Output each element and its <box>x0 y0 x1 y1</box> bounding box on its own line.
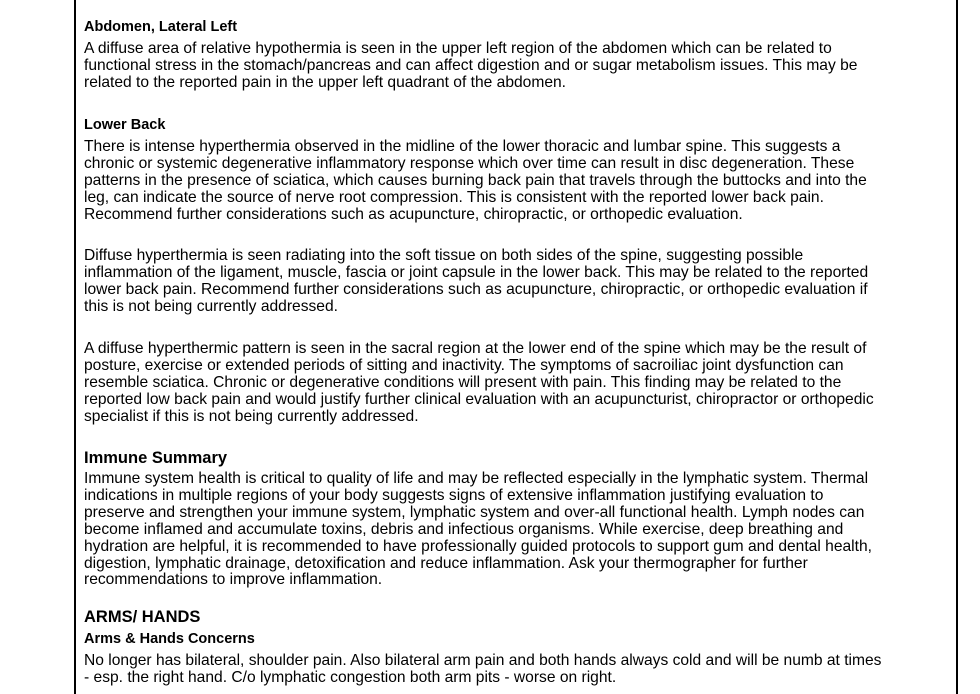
text-line: inflammation of the ligament, muscle, fascia or joint capsule in the lower back. This may be related to the reported <box>84 263 869 281</box>
text-line: this is not being currently addressed. <box>84 297 338 315</box>
text-line: leg, can indicate the source of nerve root compression. This is consistent with the reported lower back pain. <box>84 188 824 206</box>
text-line: reported low back pain and would justify further clinical evaluation with an acupuncturist, chiropractor or orthopedic <box>84 390 874 408</box>
abdomen-paragraph <box>84 41 857 92</box>
text-line: chronic or systemic degenerative inflammatory response which over time can result in disc degeneration. These <box>84 154 855 172</box>
text-line: Immune system health is critical to quality of life and may be reflected especially in the lymphatic system. Thermal <box>84 470 869 487</box>
text-line: A diffuse hyperthermic pattern is seen in the sacral region at the lower end of the spine which may be the result of <box>84 340 867 357</box>
section-heading-lower-back: Lower Back <box>84 117 166 133</box>
text-line: preserve and strengthen your immune system, lymphatic system and over-all functional health. Lymph nodes can <box>84 503 865 521</box>
text-line: become inflamed and accumulate toxins, debris and infectious organisms. While exercise, deep breathing and <box>84 520 844 538</box>
text-line: functional stress in the stomach/pancreas and can affect digestion and or sugar metabolism issues. This may be <box>84 56 858 74</box>
immune-summary-paragraph <box>84 471 872 589</box>
lower-back-paragraph-2 <box>84 248 868 316</box>
text-line: related to the reported pain in the upper left quadrant of the abdomen. <box>84 73 567 91</box>
text-line: specialist if this is not being currently addressed. <box>84 407 419 425</box>
text-line: lower back pain. Recommend further considerations such as acupuncture, chiropractic, or orthopedic evaluation if <box>84 280 868 298</box>
text-line: hydration are helpful, it is recommended to have professionally guided protocols to support gum and dental health, <box>84 537 872 555</box>
section-heading-immune-summary: Immune Summary <box>84 449 228 467</box>
lower-back-paragraph-3 <box>84 341 874 426</box>
lower-back-paragraph-1 <box>84 139 867 224</box>
text-line: No longer has bilateral, shoulder pain. Also bilateral arm pain and both hands always cold and will be numb at times <box>84 652 882 669</box>
text-line: indications in multiple regions of your body suggests signs of extensive inflammation justifying evaluation to <box>84 486 824 504</box>
text-line: A diffuse area of relative hypothermia is seen in the upper left region of the abdomen which can be related to <box>84 40 832 57</box>
text-line: Diffuse hyperthermia is seen radiating into the soft tissue on both sides of the spine, suggesting possible <box>84 247 804 264</box>
text-line: There is intense hyperthermia observed in the midline of the lower thoracic and lumbar spine. This suggests a <box>84 138 841 155</box>
text-line: posture, exercise or extended periods of sitting and inactivity. The symptoms of sacroiliac joint dysfunction can <box>84 356 844 374</box>
arms-hands-paragraph <box>84 653 881 687</box>
subheading-arms-hands-concerns: Arms & Hands Concerns <box>84 631 255 647</box>
section-heading-arms-hands: ARMS/ HANDS <box>84 608 201 626</box>
text-line: Recommend further considerations such as acupuncture, chiropractic, or orthopedic evaluation. <box>84 205 743 223</box>
text-line: recommendations to improve inflammation. <box>84 571 383 589</box>
text-line: patterns in the presence of sciatica, which causes burning back pain that travels through the buttocks and into the <box>84 171 867 189</box>
text-line: digestion, lymphatic drainage, detoxification and reduce inflammation. Ask your thermographer for further <box>84 554 808 572</box>
section-heading-abdomen: Abdomen, Lateral Left <box>84 19 238 35</box>
text-line: - esp. the right hand. C/o lymphatic congestion both arm pits - worse on right. <box>84 668 617 686</box>
text-line: resemble sciatica. Chronic or degenerative conditions will present with pain. This finding may be related to the <box>84 373 842 391</box>
